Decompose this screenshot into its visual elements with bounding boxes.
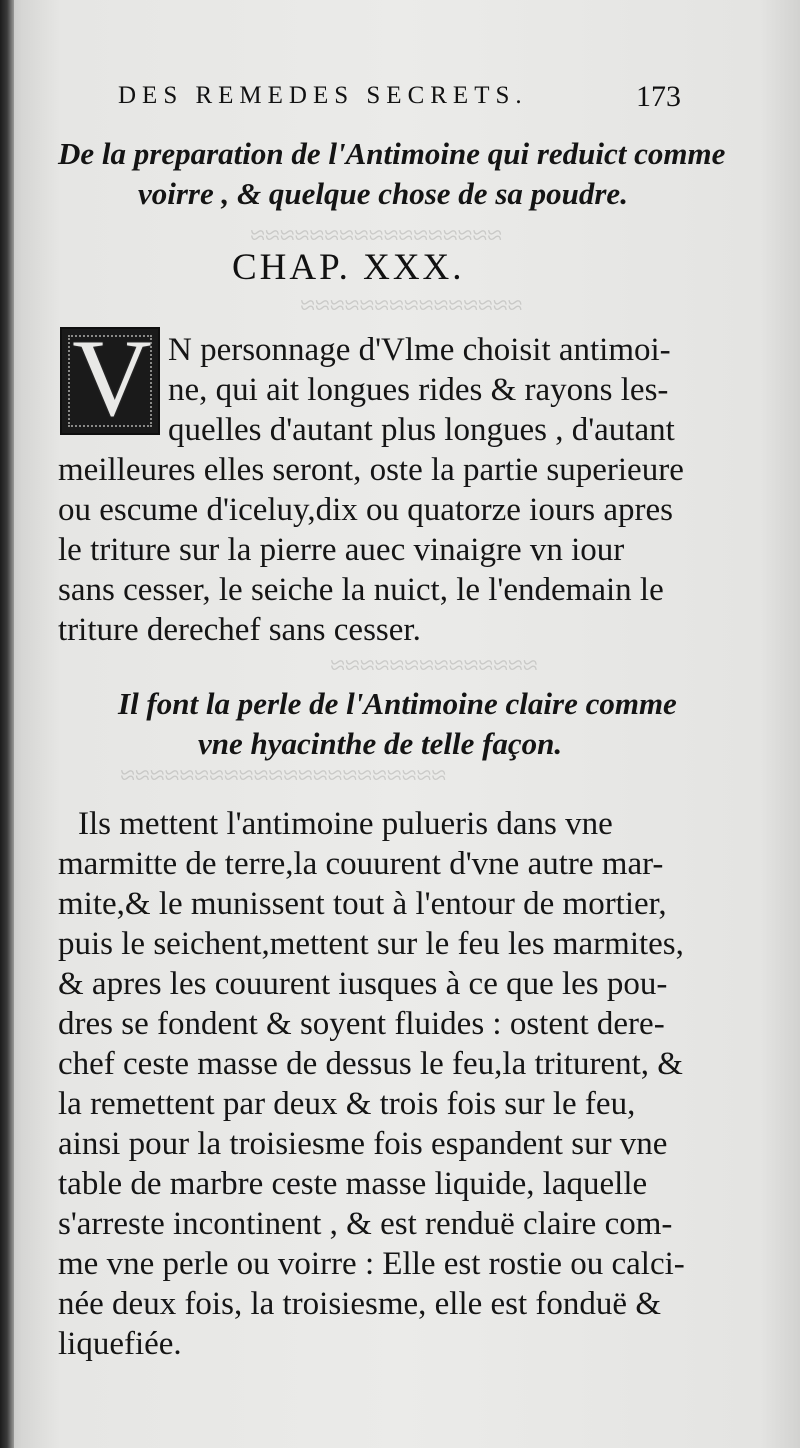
body-text-line: triture derechef sans cesser. (58, 612, 421, 648)
body-text-line: dres se fondent & soyent fluides : ostent dere- (58, 1006, 665, 1042)
body-text-line: puis le seichent,mettent sur le feu les marmites, (58, 926, 684, 962)
body-text-line: ou escume d'iceluy,dix ou quatorze iours apres (58, 492, 674, 528)
page-header (0, 78, 800, 118)
body-text-line: me vne perle ou voirre : Elle est rostie ou calci- (58, 1246, 685, 1282)
running-head: DES REMEDES SECRETS. (118, 82, 528, 109)
body-text-line: chef ceste masse de dessus le feu,la triturent, & (58, 1046, 683, 1082)
show-through-smudge: ≈≈≈≈≈≈≈≈≈≈≈≈≈≈ (330, 650, 538, 680)
page-gutter-shadow (0, 0, 14, 1448)
body-text-line: N personnage d'Vlme choisit antimoi- (168, 332, 671, 368)
body-text-line: table de marbre ceste masse liquide, laquelle (58, 1166, 648, 1202)
body-text-line: la remettent par deux & trois fois sur le feu, (58, 1086, 636, 1122)
show-through-smudge: ≈≈≈≈≈≈≈≈≈≈≈≈≈≈≈≈≈≈≈≈≈≈ (120, 760, 447, 790)
page-number: 173 (636, 80, 681, 113)
show-through-smudge: ≈≈≈≈≈≈≈≈≈≈≈≈≈≈≈ (300, 290, 523, 320)
body-text-line: Ils mettent l'antimoine pulueris dans vne (78, 806, 613, 842)
body-text-line: marmitte de terre,la couurent d'vne autre mar- (58, 846, 664, 882)
body-text-line: née deux fois, la troisiesme, elle est fonduë & (58, 1286, 661, 1322)
body-text-line: ainsi pour la troisiesme fois espandent sur vne (58, 1126, 668, 1162)
body-text-line: sans cesser, le seiche la nuict, le l'endemain le (58, 572, 664, 608)
body-text-line: meilleures elles seront, oste la partie superieure (58, 452, 684, 488)
section-heading-line: voirre , & quelque chose de sa poudre. (138, 176, 628, 211)
body-text-line: quelles d'autant plus longues , d'autant (168, 412, 675, 448)
show-through-smudge: ≈≈≈≈≈≈≈≈≈≈≈≈≈≈≈≈≈ (250, 220, 502, 250)
chapter-title: CHAP. XXX. (232, 247, 465, 288)
body-text-line: liquefiée. (58, 1326, 182, 1362)
section-heading-line: Il font la perle de l'Antimoine claire comme (118, 686, 677, 721)
body-text-line: ne, qui ait longues rides & rayons les- (168, 372, 669, 408)
body-text-line: mite,& le munissent tout à l'entour de mortier, (58, 886, 667, 922)
initial-letter: V (72, 317, 152, 439)
body-text-line: s'arreste incontinent , & est renduë claire com- (58, 1206, 673, 1242)
section-heading-line: vne hyacinthe de telle façon. (198, 726, 563, 761)
body-text-line: & apres les couurent iusques à ce que les pou- (58, 966, 668, 1002)
body-text-line: le triture sur la pierre auec vinaigre vn iour (58, 532, 625, 568)
section-heading-line: De la preparation de l'Antimoine qui reduict comme (58, 136, 726, 171)
ornamental-initial (60, 317, 160, 439)
